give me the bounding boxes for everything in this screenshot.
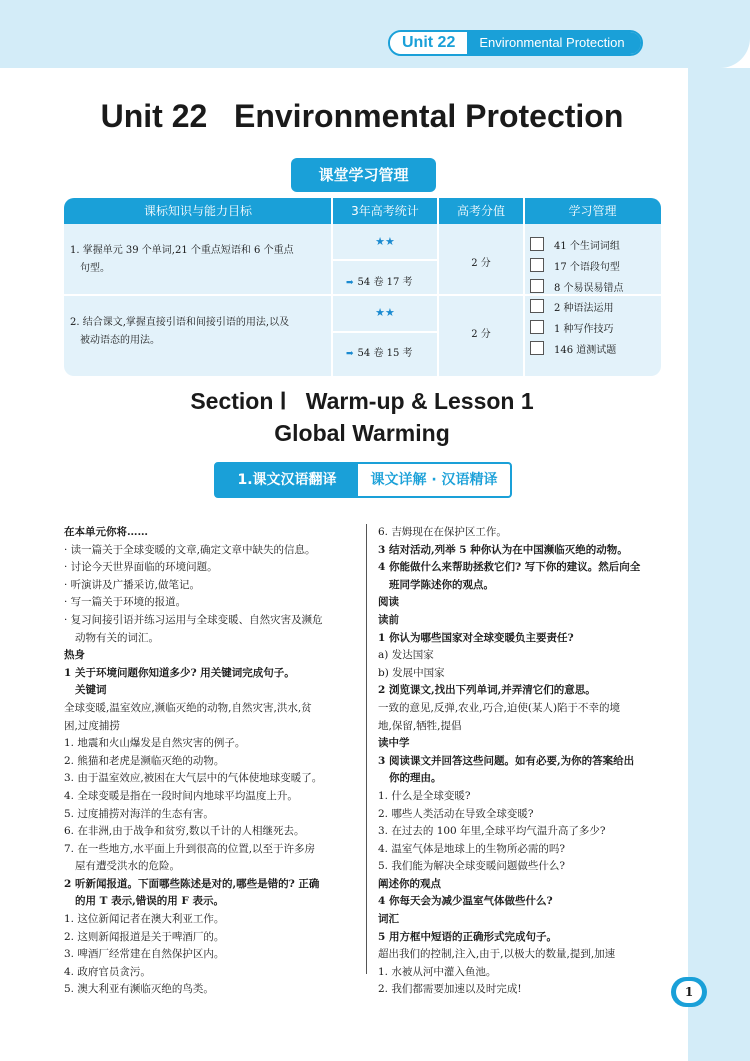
management-item: 41 个生词词组 bbox=[530, 236, 620, 252]
difficulty-stars: ★★ bbox=[375, 306, 395, 319]
management-item: 2 种语法运用 bbox=[530, 298, 614, 314]
table-row bbox=[70, 314, 289, 350]
list-item: 1 你认为哪些国家对全球变暖负主要责任? bbox=[378, 631, 574, 644]
unit-topic: Environmental Protection bbox=[467, 32, 640, 54]
list-item: 超出我们的控制,注入,由于,以极大的数量,提到,加速 bbox=[378, 948, 616, 961]
list-item: 的用 T 表示,错误的用 F 表示。 bbox=[75, 895, 225, 908]
list-item: · 听演讲及广播采访,做笔记。 bbox=[64, 578, 201, 591]
goal-text: 被动语态的用法。 bbox=[80, 335, 160, 346]
list-item: 7. 在一些地方,水平面上升到很高的位置,以至于许多房 bbox=[64, 842, 316, 855]
classroom-management-label: 课堂学习管理 bbox=[291, 158, 436, 192]
translation-tabs bbox=[214, 462, 512, 498]
header-goals: 课标知识与能力目标 bbox=[143, 204, 252, 218]
list-item: 阐述你的观点 bbox=[378, 877, 441, 890]
list-item: 5. 过度捕捞对海洋的生态有害。 bbox=[64, 807, 214, 820]
list-item: a) 发达国家 bbox=[378, 649, 434, 662]
page-number-badge bbox=[671, 977, 707, 1007]
list-item: 2 浏览课文,找出下列单词,并弄清它们的意思。 bbox=[378, 684, 596, 697]
section-title: Section Ⅰ Warm-up & Lesson 1 bbox=[190, 388, 534, 414]
list-item: 1 关于环境问题你知道多少? 用关键词完成句子。 bbox=[64, 666, 295, 679]
study-management-table bbox=[64, 198, 661, 376]
list-item: 2. 这则新闻报道是关于啤酒厂的。 bbox=[64, 930, 225, 943]
list-item: 4 你能做什么来帮助拯救它们? 写下你的建议。然后向全 bbox=[378, 561, 641, 574]
list-item: 3 结对活动,列举 5 种你认为在中国濒临灭绝的动物。 bbox=[378, 543, 628, 556]
list-item: 6. 在非洲,由于战争和贫穷,数以千计的人相继死去。 bbox=[64, 825, 305, 838]
list-item: 3. 啤酒厂经常建在自然保护区内。 bbox=[64, 948, 225, 961]
list-item: 2. 哪些人类活动在导致全球变暖? bbox=[378, 807, 534, 820]
list-item: 1. 这位新闻记者在澳大利亚工作。 bbox=[64, 913, 225, 926]
list-item: 地,保留,牺牲,提倡 bbox=[378, 719, 462, 732]
list-item: 关键词 bbox=[75, 684, 107, 697]
list-item: 词汇 bbox=[378, 913, 399, 926]
difficulty-stars: ★★ bbox=[375, 235, 395, 248]
list-item: 1. 水被从河中灌入鱼池。 bbox=[378, 965, 497, 978]
unit-header-tag bbox=[388, 30, 643, 56]
management-item: 8 个易误易错点 bbox=[530, 278, 624, 294]
list-item: 一致的意见,反弹,农业,巧合,迫使(某人)陷于不幸的境 bbox=[378, 701, 621, 714]
checkbox[interactable] bbox=[530, 258, 544, 272]
checkbox[interactable] bbox=[530, 341, 544, 355]
header-stats: 3年高考统计 bbox=[351, 204, 419, 218]
list-item: 阅读 bbox=[378, 596, 399, 609]
right-column bbox=[378, 524, 661, 999]
list-item: 1. 地震和火山爆发是自然灾害的例子。 bbox=[64, 737, 246, 750]
divider bbox=[437, 198, 439, 376]
table-row bbox=[70, 242, 294, 278]
list-item: 动物有关的词汇。 bbox=[75, 631, 159, 644]
list-item: 2 听新闻报道。下面哪些陈述是对的,哪些是错的? 正确 bbox=[64, 877, 320, 890]
list-item: 读中学 bbox=[378, 737, 410, 750]
page-title: Unit 22 Environmental Protection bbox=[100, 98, 624, 134]
list-item: 在本单元你将…… bbox=[64, 526, 148, 538]
list-item: 全球变暖,温室效应,濒临灭绝的动物,自然灾害,洪水,贫 bbox=[64, 701, 312, 714]
section-subtitle: Global Warming bbox=[274, 420, 450, 446]
list-item: · 讨论今天世界面临的环境问题。 bbox=[64, 561, 218, 574]
list-item: · 写一篇关于环境的报道。 bbox=[64, 596, 187, 609]
column-divider bbox=[366, 524, 367, 974]
arrow-icon: ➡ bbox=[346, 349, 354, 359]
divider bbox=[64, 294, 661, 296]
checkbox[interactable] bbox=[530, 237, 544, 251]
list-item: 1. 什么是全球变暖? bbox=[378, 789, 471, 802]
list-item: 3 阅读课文并回答这些问题。如有必要,为你的答案给出 bbox=[378, 754, 635, 767]
list-item: 读前 bbox=[378, 613, 399, 626]
tab-explanation[interactable]: 课文详解 · 汉语精译 bbox=[370, 472, 498, 488]
list-item: 班同学陈述你的观点。 bbox=[389, 578, 494, 591]
arrow-icon: ➡ bbox=[346, 278, 354, 288]
list-item: 2. 熊猫和老虎是濒临灭绝的动物。 bbox=[64, 754, 225, 767]
divider bbox=[523, 198, 525, 376]
list-item: 你的理由。 bbox=[389, 772, 442, 785]
list-item: · 复习间接引语并练习运用与全球变暖、自然灾害及濒危 bbox=[64, 613, 323, 626]
list-item: 3. 由于温室效应,被困在大气层中的气体使地球变暖了。 bbox=[64, 772, 323, 785]
list-item: 热身 bbox=[64, 649, 85, 662]
list-item: 4. 政府官员贪污。 bbox=[64, 965, 151, 978]
list-item: 3. 在过去的 100 年里,全球平均气温升高了多少? bbox=[378, 825, 606, 838]
management-item: 146 道测试题 bbox=[530, 340, 616, 356]
list-item: 6. 吉姆现在在保护区工作。 bbox=[378, 526, 507, 538]
divider bbox=[331, 198, 333, 376]
list-item: 4. 全球变暖是指在一段时间内地球平均温度上升。 bbox=[64, 789, 298, 802]
checkbox[interactable] bbox=[530, 320, 544, 334]
header-score: 高考分值 bbox=[456, 204, 505, 218]
exam-stat: ➡ 54 卷 17 考 bbox=[346, 277, 413, 288]
exam-stat: ➡ 54 卷 15 考 bbox=[346, 348, 413, 359]
list-item: 5. 我们能为解决全球变暖问题做些什么? bbox=[378, 860, 565, 873]
divider bbox=[332, 331, 438, 333]
list-item: 困,过度捕捞 bbox=[64, 719, 120, 732]
tab-translation[interactable]: 1.课文汉语翻译 bbox=[216, 464, 358, 496]
list-item: 4. 温室气体是地球上的生物所必需的吗? bbox=[378, 842, 565, 855]
management-item: 1 种写作技巧 bbox=[530, 319, 614, 335]
exam-score: 2 分 bbox=[471, 258, 491, 269]
divider bbox=[332, 259, 438, 261]
goal-text: 句型。 bbox=[80, 263, 110, 274]
list-item: b) 发展中国家 bbox=[378, 666, 445, 679]
list-item: 5 用方框中短语的正确形式完成句子。 bbox=[378, 930, 557, 943]
checkbox[interactable] bbox=[530, 299, 544, 313]
list-item: 2. 我们都需要加速以及时完成! bbox=[378, 983, 522, 996]
left-column bbox=[64, 524, 354, 999]
list-item: 4 你每天会为减少温室气体做些什么? bbox=[378, 895, 553, 908]
goal-text: 1. 掌握单元 39 个单词,21 个重点短语和 6 个重点 bbox=[70, 245, 294, 256]
side-strip bbox=[688, 68, 750, 1061]
checkbox[interactable] bbox=[530, 279, 544, 293]
management-item: 17 个语段句型 bbox=[530, 257, 620, 273]
list-item: 屋有遭受洪水的危险。 bbox=[75, 860, 180, 873]
list-item: 5. 澳大利亚有濒临灭绝的鸟类。 bbox=[64, 983, 214, 996]
page-number: 1 bbox=[676, 981, 702, 1003]
goal-text: 2. 结合课文,掌握直接引语和间接引语的用法,以及 bbox=[70, 317, 290, 328]
header-management: 学习管理 bbox=[568, 204, 617, 218]
list-item: · 读一篇关于全球变暖的文章,确定文章中缺失的信息。 bbox=[64, 543, 316, 556]
unit-number: Unit 22 bbox=[390, 32, 467, 54]
exam-score: 2 分 bbox=[471, 329, 491, 340]
